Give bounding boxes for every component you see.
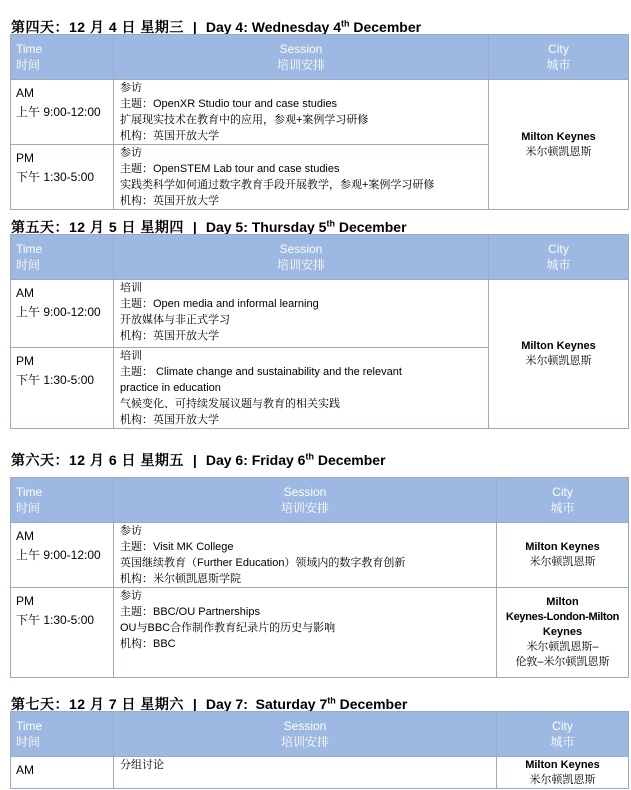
day-title-ordinal: th [305, 451, 314, 462]
day-title-ordinal: th [326, 218, 335, 229]
schedule-table-day4 [10, 34, 629, 210]
session-header-cn: 培训安排 [280, 501, 329, 515]
day-title-en: Day 4: Wednesday 4 [205, 19, 341, 35]
city-header-cn: 城市 [546, 58, 571, 72]
day-title-cn: 第六天：12 月 6 日 星期五 [11, 452, 184, 468]
day-title-month: December [335, 696, 408, 712]
slot-type: 参访 [120, 147, 142, 159]
slot-description: OU与BBC合作制作教育纪录片的历史与影响 [120, 622, 336, 634]
slot-time: 下午 1:30-5:00 [16, 613, 95, 627]
slot-description: 扩展现实技术在教育中的应用，参观+案例学习研修 [120, 114, 369, 126]
table-row [11, 757, 629, 789]
slot-time: 上午 9:00-12:00 [16, 105, 101, 119]
table-header-row [11, 235, 629, 280]
slot-type: 参访 [120, 590, 142, 602]
time-header: Time [16, 42, 43, 56]
session-header: Session [283, 485, 327, 499]
city-name-line: Milton [546, 596, 579, 608]
time-header-cn: 时间 [16, 58, 41, 72]
session-header: Session [283, 719, 327, 733]
slot-description: 气候变化、可持续发展议题与教育的相关实践 [120, 398, 340, 410]
city-name: Milton Keynes [521, 340, 596, 352]
slot-type: 分组讨论 [120, 759, 164, 771]
slot-institution: 机构：英国开放大学 [120, 130, 219, 142]
table-header-row [11, 478, 629, 523]
city-name-cn: 米尔顿凯恩斯 [529, 773, 596, 786]
city-name-cn-line: 米尔顿凯恩斯– [526, 641, 599, 653]
time-header: Time [16, 242, 43, 256]
city-name-cn: 米尔顿凯恩斯 [529, 556, 596, 568]
slot-description: 开放媒体与非正式学习 [120, 314, 230, 326]
slot-ampm: AM [16, 86, 34, 100]
slot-topic-continued: practice in education [120, 382, 221, 394]
day-title-month: December [334, 219, 407, 235]
day-title-cn: 第四天：12 月 4 日 星期三 [11, 19, 184, 35]
time-header-cn: 时间 [16, 258, 41, 272]
session-header: Session [279, 242, 323, 256]
slot-type: 参访 [120, 525, 142, 537]
day-title-separator: | [192, 696, 197, 712]
city-name-line: Keynes-London-Milton [505, 611, 620, 623]
session-header: Session [279, 42, 323, 56]
slot-institution: 机构：米尔顿凯恩斯学院 [120, 573, 241, 585]
slot-time: 上午 9:00-12:00 [16, 305, 101, 319]
city-name: Milton Keynes [521, 130, 596, 143]
table-row [11, 80, 629, 145]
slot-time: 下午 1:30-5:00 [16, 170, 95, 184]
slot-institution: 机构：BBC [120, 638, 176, 650]
slot-topic: 主题：BBC/OU Partnerships [120, 606, 260, 618]
slot-type: 培训 [120, 282, 142, 294]
time-header: Time [16, 485, 43, 499]
city-header: City [548, 242, 569, 256]
day-title-separator: | [192, 219, 197, 235]
city-name-cn: 米尔顿凯恩斯 [525, 355, 592, 367]
slot-time: 下午 1:30-5:00 [16, 373, 95, 387]
day-title-cn: 第五天：12 月 5 日 星期四 [11, 219, 184, 235]
slot-topic: 主题：OpenXR Studio tour and case studies [120, 98, 338, 110]
slot-time: 上午 9:00-12:00 [16, 548, 101, 562]
table-row [11, 523, 629, 588]
city-header-cn: 城市 [550, 735, 575, 749]
schedule-table-day7 [10, 711, 629, 789]
slot-ampm: AM [16, 286, 34, 300]
city-name-cn: 米尔顿凯恩斯 [525, 145, 592, 158]
day-title-en: Day 5: Thursday 5 [205, 219, 327, 235]
time-header: Time [16, 719, 43, 733]
day-title-ordinal: th [327, 695, 336, 706]
table-row [11, 588, 629, 678]
slot-topic: 主题：OpenSTEM Lab tour and case studies [120, 163, 340, 175]
slot-ampm: PM [16, 354, 34, 368]
schedule-table-day6 [10, 477, 629, 678]
session-header-cn: 培训安排 [276, 258, 325, 272]
slot-type: 参访 [120, 82, 142, 94]
day-title-cn: 第七天：12 月 7 日 星期六 [11, 696, 184, 712]
session-header-cn: 培训安排 [280, 735, 329, 749]
day-title-en: Day 7: Saturday 7 [205, 696, 328, 712]
day-title-separator: | [192, 19, 197, 35]
session-header-cn: 培训安排 [276, 58, 325, 72]
slot-institution: 机构：英国开放大学 [120, 414, 219, 426]
city-header-cn: 城市 [550, 501, 575, 515]
slot-institution: 机构：英国开放大学 [120, 330, 219, 342]
schedule-table-day5 [10, 234, 629, 429]
slot-institution: 机构：英国开放大学 [120, 195, 219, 207]
time-header-cn: 时间 [16, 501, 41, 515]
slot-ampm: PM [16, 594, 34, 608]
city-name-line: Keynes [542, 626, 583, 638]
table-row [11, 280, 629, 348]
slot-topic: 主题：Open media and informal learning [120, 298, 319, 310]
slot-ampm: AM [16, 763, 34, 777]
city-header-cn: 城市 [546, 258, 571, 272]
table-header-row [11, 35, 629, 80]
table-header-row [11, 712, 629, 757]
slot-description: 英国继续教育（Further Education）领域内的数字教育创新 [120, 557, 406, 569]
slot-description: 实践类科学如何通过数字教育手段开展教学，参观+案例学习研修 [120, 179, 435, 191]
city-name: Milton Keynes [525, 541, 600, 553]
time-header-cn: 时间 [16, 735, 41, 749]
slot-type: 培训 [120, 350, 142, 362]
day-title-en: Day 6: Friday 6 [205, 452, 306, 468]
slot-topic: 主题：Visit MK College [120, 541, 234, 553]
day-title [11, 450, 386, 470]
city-header: City [552, 719, 573, 733]
slot-ampm: PM [16, 151, 34, 165]
city-name-cn-line: 伦敦–米尔顿凯恩斯 [515, 656, 610, 668]
city-header: City [548, 42, 569, 56]
day-title-month: December [313, 452, 386, 468]
day-title-month: December [349, 19, 422, 35]
city-name: Milton Keynes [525, 758, 600, 771]
slot-topic: 主题： Climate change and sustainability and the relevant [120, 366, 402, 378]
day-title-separator: | [192, 452, 197, 468]
day-title-ordinal: th [340, 18, 350, 29]
city-header: City [552, 485, 573, 499]
slot-ampm: AM [16, 529, 34, 543]
